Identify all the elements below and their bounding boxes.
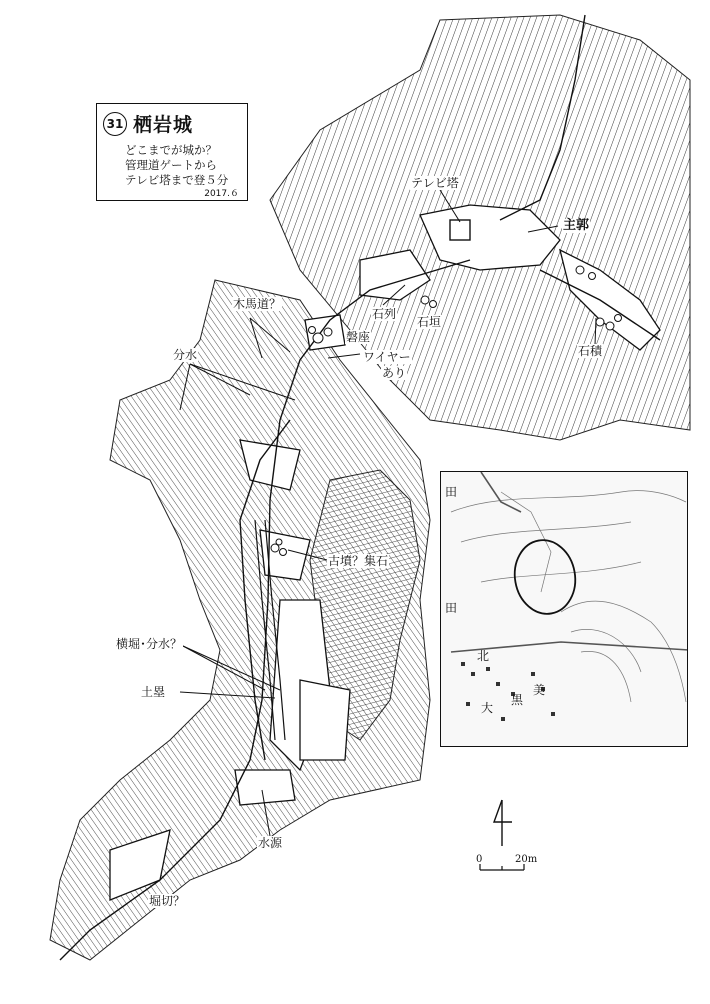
inset-label-4: 大: [481, 701, 494, 715]
title-line-3: テレビ塔まで登５分: [125, 173, 229, 187]
label-dorui: 土塁: [141, 685, 166, 699]
north-arrow: [494, 800, 512, 846]
scale-zero: 0: [476, 854, 483, 865]
inset-label-1: 田: [445, 485, 458, 499]
title-line-1: どこまでが城か？: [125, 143, 217, 157]
label-wire-2: あり: [382, 366, 407, 380]
label-water-division: 分水: [173, 348, 198, 362]
inset-label-6: 美: [533, 683, 546, 697]
label-wooden-horse-road: 木馬道？: [233, 297, 282, 311]
site-number: 31: [103, 112, 127, 136]
label-wire-1: ワイヤー: [363, 350, 411, 364]
inset-label-5: 黒: [511, 693, 524, 707]
survey-date: 2017.６: [204, 189, 239, 199]
scale-max: 20m: [515, 854, 538, 865]
label-iwakura: 磐座: [346, 330, 371, 344]
label-horikiri: 堀切？: [149, 894, 186, 908]
inset-label-3: 北: [477, 649, 490, 663]
label-yokobori: 横堀･分水？: [116, 637, 183, 651]
label-stone-piling: 石積: [578, 344, 603, 358]
label-stone-wall: 石垣: [417, 315, 442, 329]
label-tumulus: 古墳？集石: [328, 554, 389, 568]
tv-tower-square: [450, 220, 470, 240]
title-box: [96, 103, 248, 201]
label-main-bailey: 主郭: [563, 218, 590, 233]
inset-label-2: 田: [445, 601, 458, 615]
site-name: 栖岩城: [133, 114, 194, 136]
inset-topo-drawing: [441, 472, 688, 747]
label-water-source: 水源: [258, 836, 283, 850]
label-stone-row: 石列: [372, 307, 397, 321]
title-line-2: 管理道ゲートから: [125, 158, 217, 172]
label-tv-tower: テレビ塔: [411, 176, 459, 190]
inset-location-map: [440, 471, 688, 747]
